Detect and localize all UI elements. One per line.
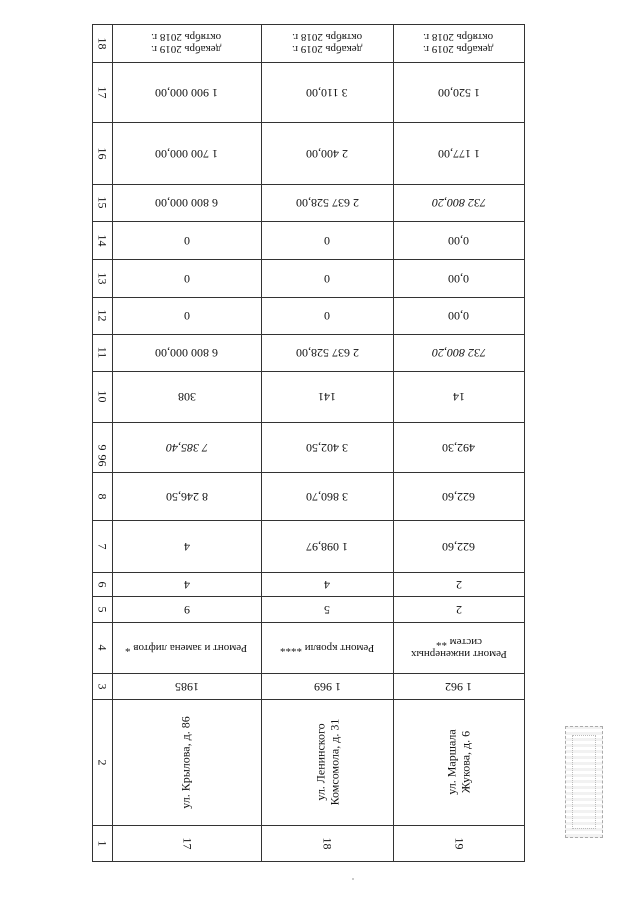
faded-stamp-mark [565,726,603,838]
header-col-13: 13 [95,272,110,284]
row-19-c6: 2 [455,577,462,592]
row-19-c12: 0,00 [448,309,469,323]
row-18-c16: 2 400,00 [306,146,348,161]
table-border-right [524,24,525,861]
header-col-3: 3 [95,683,110,689]
header-col-14: 14 [95,234,110,246]
row-17-number: 17 [180,837,194,849]
row-19-year: 1 962 [445,679,472,694]
row-18-c6: 4 [324,577,330,592]
header-col-6: 6 [95,581,110,587]
row-19-period: декабрь 2019 г. октябрь 2018 г. [423,31,494,55]
header-col-9: 9 [95,444,110,450]
row-17-c6: 4 [183,577,190,592]
row-18-c7: 1 098,97 [306,539,348,554]
row-17-c13: 0 [183,271,190,286]
row-17-period: декабрь 2019 г. октябрь 2018 г. [151,31,222,55]
header-col-17: 17 [95,86,110,98]
row-19-c15: 732 800,20 [431,196,486,210]
row-19-c13: 0,00 [448,271,469,286]
row-19-c7: 622,60 [442,539,475,554]
header-col-2: 2 [95,759,110,765]
row-17-c11: 6 800 000,00 [155,346,218,360]
row-19-work-type: Ремонт инженерных систем ** [410,635,507,660]
header-col-5: 5 [95,606,110,612]
row-18-c12: 0 [324,309,330,323]
row-18-period: декабрь 2019 г. октябрь 2018 г. [291,31,363,55]
row-17-c17: 1 900 000,00 [155,85,218,100]
row-18-c13: 0 [324,271,330,286]
row-18-number: 18 [320,837,335,849]
header-col-7: 7 [95,543,110,549]
header-col-12: 12 [95,309,110,322]
row-17-c5: 9 [183,602,190,617]
header-col-18: 18 [95,37,110,49]
row-18-c5: 5 [324,602,330,617]
header-col-10: 10 [95,390,110,403]
row-17-c15: 6 800 000,00 [155,196,218,210]
row-18-address: ул. Ленинского Комсомола, д. 31 [312,718,341,806]
stamp-inner-frame [572,735,596,829]
scan-speck [352,878,354,880]
row-19-c9: 492,30 [442,440,475,455]
table-border-bottom [92,861,525,862]
row-18-c8: 3 860,70 [306,489,348,504]
row-17-c16: 1 700 000,00 [155,146,218,161]
header-col-16: 16 [95,147,110,159]
row-17-c14: 0 [183,233,190,248]
row-19-address: ул. Маршала Жукова, д. 6 [444,729,473,795]
row-18-year: 1 969 [313,679,341,694]
row-19-c16: 1 177,00 [437,146,480,161]
header-col-8: 8 [95,493,110,499]
page-number: 96 [95,454,110,467]
header-col-15: 15 [95,196,110,209]
row-19-number: 19 [452,837,466,849]
header-col-11: 11 [95,346,110,359]
row-18-c17: 3 110,00 [306,85,348,100]
row-19-c8: 622,60 [442,489,475,504]
row-17-address: ул. Крылова, д. 86 [179,715,193,809]
header-col-4: 4 [95,644,110,651]
row-19-c11: 732 800,20 [431,346,486,360]
row-19-c14: 0,00 [448,233,469,248]
row-17-year: 1985 [174,679,199,694]
row-17-c7: 4 [183,539,190,554]
row-19-c17: 1 520,00 [437,85,480,100]
row-17-c12: 0 [183,309,190,323]
row-18-c9: 3 402,50 [306,440,348,455]
row-19-c10: 14 [452,390,465,404]
row-18-c10: 141 [318,390,336,404]
row-18-c11: 2 637 528,00 [295,346,359,360]
header-col-1: 1 [95,840,110,846]
row-19-c5: 2 [455,602,462,617]
row-17-c8: 8 246,50 [165,489,208,504]
row-17-c10: 308 [177,390,196,404]
row-17-c9: 7 385,40 [165,440,208,455]
row-17-work-type: Ремонт и замена лифтов * [125,642,248,654]
row-18-c14: 0 [324,233,330,248]
row-18-c15: 2 637 528,00 [295,196,359,210]
row-18-work-type: Ремонт кровли **** [279,642,375,654]
